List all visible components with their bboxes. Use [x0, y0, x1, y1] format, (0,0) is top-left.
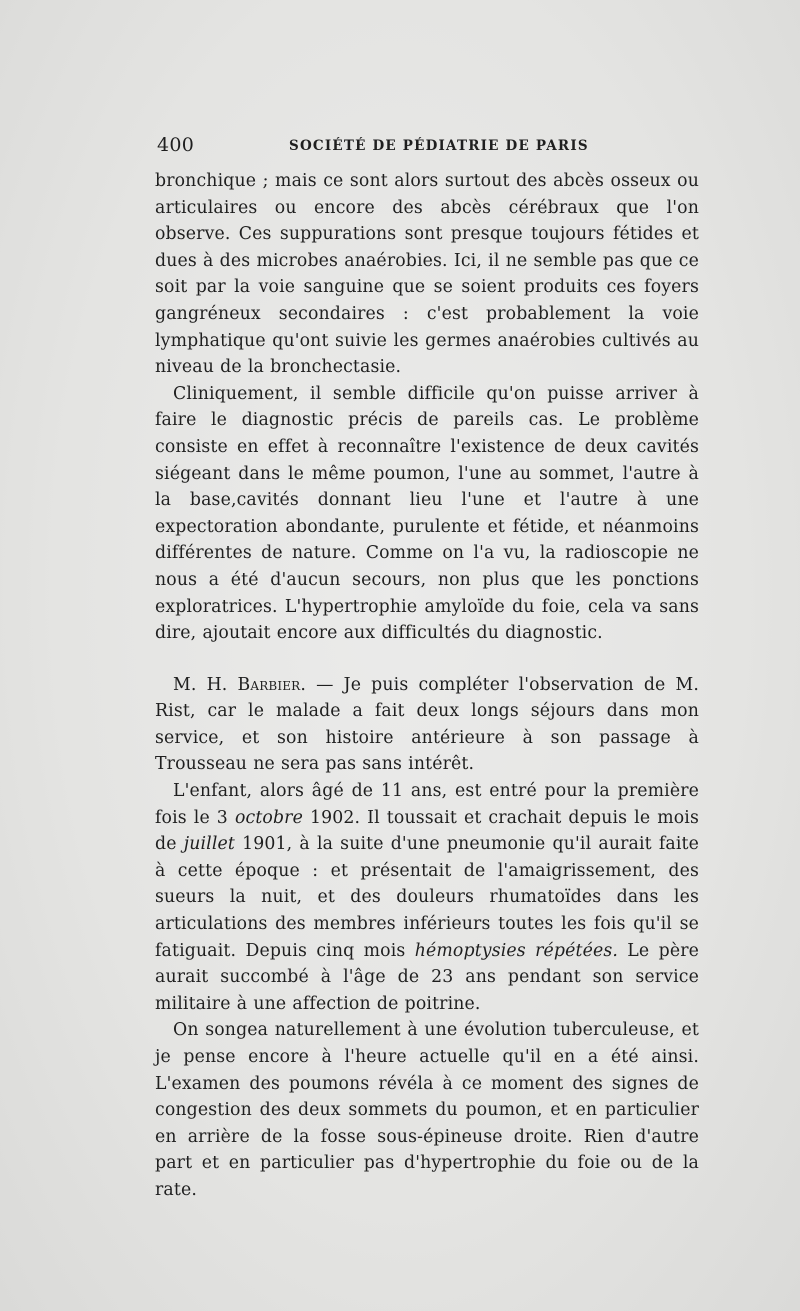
speaker-suffix: . — [300, 674, 344, 695]
paragraph-4-part-1: L'enfant, alors âgé de 11 ans, est entré pour la première fois le 3 [155, 781, 699, 828]
running-head: SOCIÉTÉ DE PÉDIATRIE DE PARIS [289, 138, 589, 154]
paragraph-4-part-2: 1902. Il toussait et crachait depuis le mois de [155, 807, 699, 855]
paragraph-2: Cliniquement, il semble difficile qu'on puisse arriver à faire le diagnostic précis de pareils cas. Le problème consiste en effet à reconnaître l'existence de deux cavités siégeant dans le même poumon, l'une au sommet, l'autre à la base,cavités donnant lieu l'une et l'autre à une expectoration abondante, purulente et fétide, et néanmoins différentes de nature. Comme on l'a vu, la radioscopie ne nous a été d'aucun secours, non plus que les ponctions exploratrices. L'hypertrophie amyloïde du foie, cela va sans dire, ajoutait encore aux difficultés du diagnostic. [155, 383, 699, 644]
paragraph-4-part-3: 1901, à la suite d'une pneumonie qu'il aurait faite à cette époque : et présentait de l'amaigrissement, des sueurs la nuit, et des douleurs rhumatoïdes dans les articulations des membres inférieurs toutes les fois qu'il se fatiguait. Depuis cinq mois [155, 834, 699, 961]
paragraph-3 [155, 672, 699, 778]
speaker-prefix: M. H. [173, 674, 238, 695]
paragraph-5: On songea naturellement à une évolution tuberculeuse, et je pense encore à l'heure actuelle qu'il en a été ainsi. L'examen des poumons révéla à ce moment des signes de congestion des deux sommets du poumon, et en particulier en arrière de la fosse sous-épineuse droite. Rien d'autre part et en particulier pas d'hypertrophie du foie ou de la rate. [155, 1020, 699, 1200]
date-month-july: juillet [183, 834, 235, 855]
emphasis-hemoptysies: hémoptysies répétées. [414, 940, 618, 961]
paragraph-4 [155, 778, 699, 1017]
paragraph-4-part-4: Le père aurait succombé à l'âge de 23 ans pendant son service militaire à une affection de poitrine. [155, 940, 700, 1014]
page-number: 400 [157, 134, 195, 156]
date-month-october: octobre [234, 807, 303, 828]
paragraph-1: bronchique ; mais ce sont alors surtout des abcès osseux ou articulaires ou encore des abcès cérébraux que l'on observe. Ces suppurations sont presque toujours fétides et dues à des microbes anaérobies. Ici, il ne semble pas que ce soit par la voie sanguine que se soient produits ces foyers gangréneux secondaires : c'est probablement la voie lymphatique qu'ont suivie les germes anaérobies cultivés au niveau de la bronchectasie. [155, 171, 699, 378]
page-header [155, 134, 697, 160]
paragraph-3-text: Je puis compléter l'observation de M. Rist, car le malade a fait deux longs séjours dans mon service, et son histoire antérieure à son passage à Trousseau ne sera pas sans intérêt. [155, 674, 699, 775]
speaker-name: Barbier [237, 674, 301, 695]
body-text [155, 168, 699, 1204]
